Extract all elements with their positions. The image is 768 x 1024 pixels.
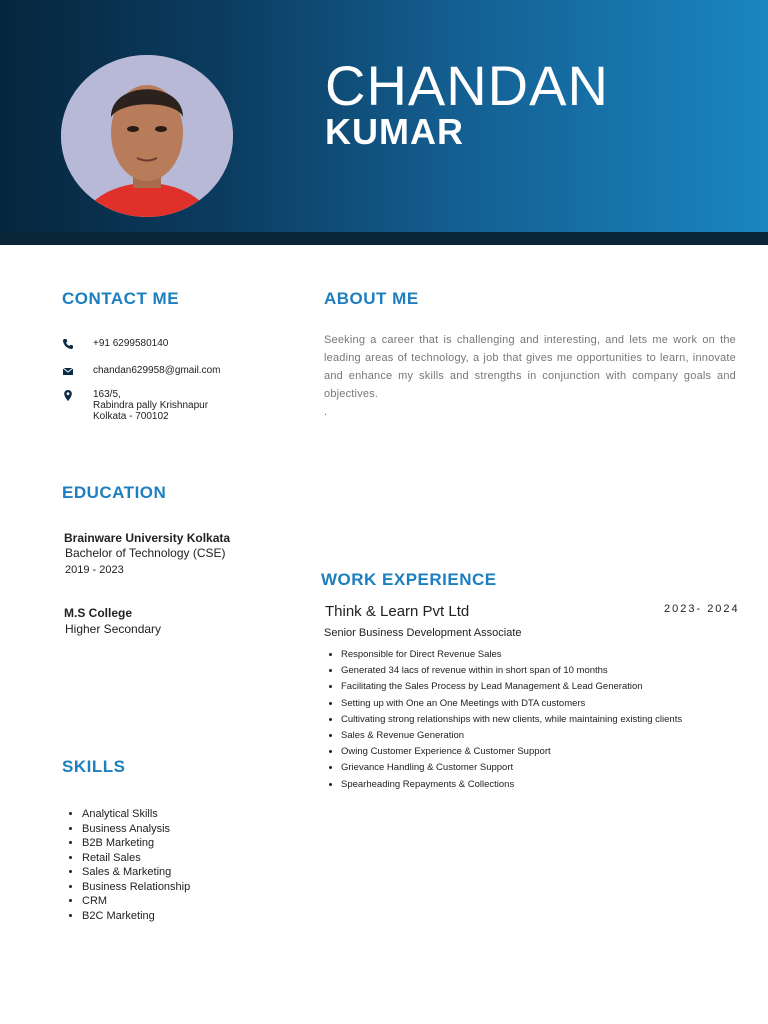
- list-item: • Business Analysis: [82, 822, 190, 837]
- list-item: • Owing Customer Experience & Customer Support: [341, 744, 682, 760]
- list-item: • Retail Sales: [82, 851, 190, 866]
- work-company: Think & Learn Pvt Ltd: [325, 603, 470, 620]
- phone-icon: [62, 338, 78, 350]
- education-institution: Brainware University Kolkata: [64, 531, 231, 545]
- list-item: • B2C Marketing: [82, 909, 190, 924]
- contact-section-title: CONTACT ME: [62, 289, 180, 308]
- work-dates: 2023- 2024: [664, 603, 740, 615]
- list-item: • CRM: [82, 894, 190, 909]
- profile-photo-illustration: [61, 55, 233, 217]
- mail-icon: [62, 365, 78, 377]
- list-item: • Responsible for Direct Revenue Sales: [341, 647, 682, 663]
- skills-list: [64, 807, 190, 923]
- list-item: • Spearheading Repayments & Collections: [341, 777, 682, 793]
- education-degree: Bachelor of Technology (CSE): [65, 546, 226, 560]
- list-item: • Generated 34 lacs of revenue within in short span of 10 months: [341, 663, 682, 679]
- work-role: Senior Business Development Associate: [324, 627, 522, 639]
- location-pin-icon: [62, 389, 78, 401]
- list-item: • B2B Marketing: [82, 836, 190, 851]
- list-item: • Sales & Revenue Generation: [341, 728, 682, 744]
- contact-email: [62, 365, 220, 377]
- contact-phone: [62, 338, 168, 350]
- skills-section-title: SKILLS: [62, 757, 126, 776]
- education-institution: M.S College: [64, 606, 133, 620]
- profile-photo: [61, 55, 233, 217]
- address-line-1: 163/5,: [93, 389, 121, 400]
- list-item: • Cultivating strong relationships with new clients, while maintaining existing clients: [341, 712, 682, 728]
- education-years: 2019 - 2023: [65, 564, 124, 576]
- list-item: • Analytical Skills: [82, 807, 190, 822]
- education-degree: Higher Secondary: [65, 622, 162, 636]
- work-duties-list: [324, 647, 682, 793]
- header-band: [0, 232, 768, 245]
- about-section-title: ABOUT ME: [324, 289, 419, 308]
- list-item: • Facilitating the Sales Process by Lead Management & Lead Generation: [341, 679, 682, 695]
- about-text: Seeking a career that is challenging and interesting, and lets me work on the leading areas of technology, a job that gives me opportunities to learn, innovate and enhance my skills and strengths in conjunction with company goals and objectives.: [324, 334, 736, 400]
- address-line-3: Kolkata - 700102: [93, 411, 169, 422]
- list-item: • Sales & Marketing: [82, 865, 190, 880]
- first-name: CHANDAN: [325, 54, 609, 117]
- phone-number: +91 6299580140: [93, 338, 169, 349]
- list-item: • Setting up with One an One Meetings with DTA customers: [341, 696, 682, 712]
- list-item: • Business Relationship: [82, 880, 190, 895]
- email-address: chandan629958@gmail.com: [93, 365, 221, 376]
- work-section-title: WORK EXPERIENCE: [321, 570, 497, 589]
- list-item: • Grievance Handling & Customer Support: [341, 760, 682, 776]
- contact-address: [62, 389, 208, 422]
- last-name: KUMAR: [325, 111, 464, 152]
- about-trailing-dot: .: [324, 406, 328, 418]
- address-line-2: Rabindra pally Krishnapur: [93, 400, 209, 411]
- education-section-title: EDUCATION: [62, 483, 167, 502]
